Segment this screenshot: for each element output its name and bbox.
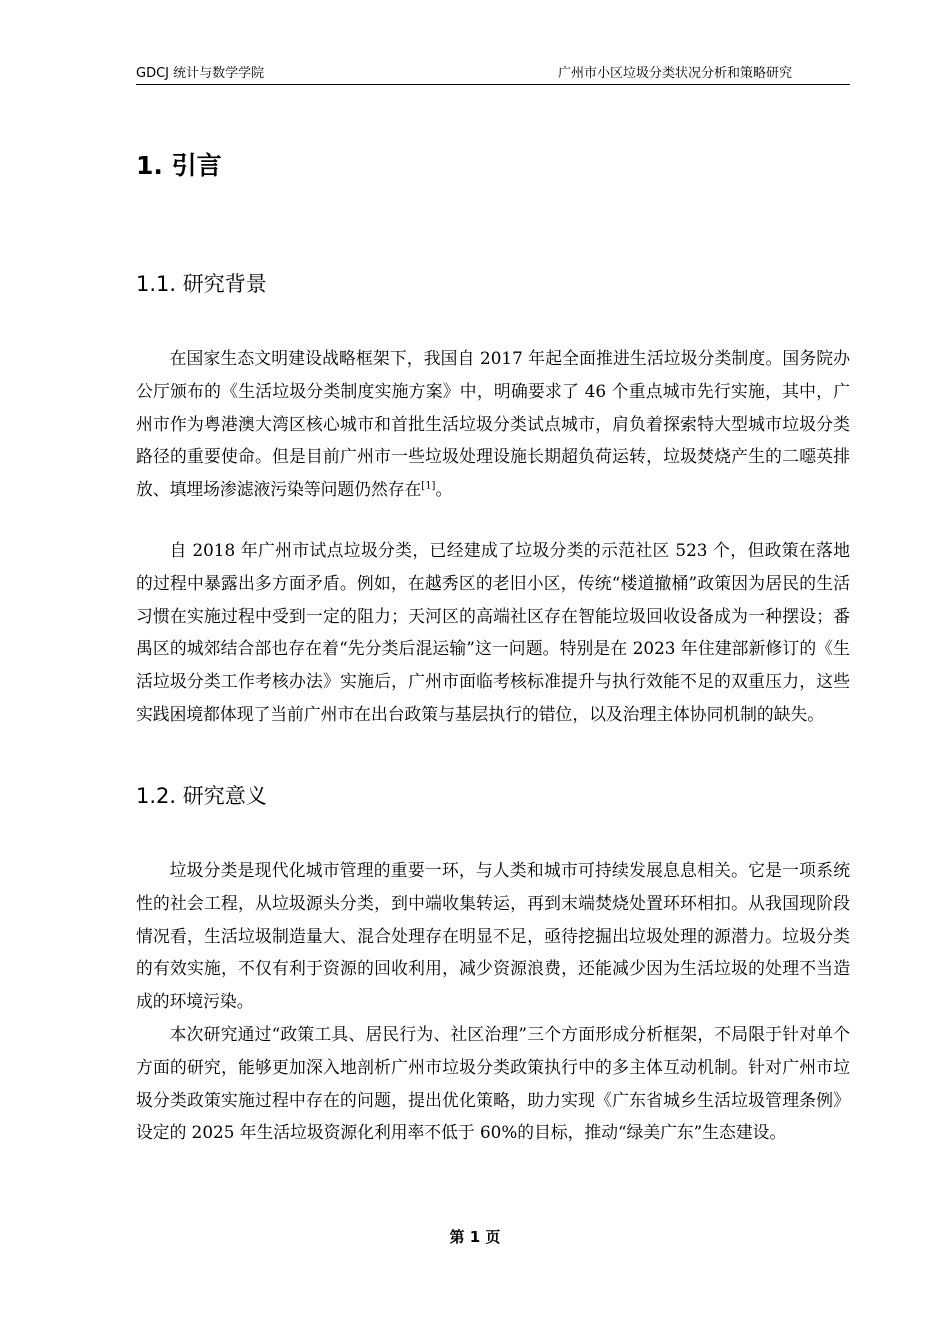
significance-paragraph-2: 本次研究通过“政策工具、居民行为、社区治理”三个方面形成分析框架，不局限于针对单个方面的研究，能够更加深入地剖析广州市垃圾分类政策执行中的多主体互动机制。针对广州市垃圾分类政策实施过程中存在的问题，提出优化策略，助力实现《广东省城乡生活垃圾管理条例》设定的 2025 年生活垃圾资源化利用率不低于 60%的目标，推动“绿美广东”生态建设。 — [136, 1024, 850, 1143]
background-paragraph-1-text: 在国家生态文明建设战略框架下，我国自 2017 年起全面推进生活垃圾分类制度。国务院办公厅颁布的《生活垃圾分类制度实施方案》中，明确要求了 46 个重点城市先行实施，其中，广州市作为粤港澳大湾区核心城市和首批生活垃圾分类试点城市，肩负着探索特大型城市垃圾分类路径的重要使命。但是目前广州市一些垃圾处理设施长期超负荷运转，垃圾焚烧产生的二噁英排放、填埋场渗滤液污染等问题仍然存在 — [136, 348, 850, 500]
chapter-heading: 1. 引言 — [136, 151, 222, 180]
header-document-title: 广州市小区垃圾分类状况分析和策略研究 — [557, 66, 792, 81]
page-header — [136, 64, 850, 85]
background-paragraph-1-end: 。 — [435, 479, 453, 500]
section-heading-significance: 1.2. 研究意义 — [136, 784, 267, 808]
page-number: 第 1 页 — [449, 1228, 501, 1246]
header-school-name: GDCJ 统计与数学学院 — [136, 66, 265, 81]
background-paragraph-2: 自 2018 年广州市试点垃圾分类，已经建成了垃圾分类的示范社区 523 个，但政策在落地的过程中暴露出多方面矛盾。例如，在越秀区的老旧小区，传统“楼道撤桶”政策因为居民的生活习惯在实施过程中受到一定的阻力；天河区的高端社区存在智能垃圾回收设备成为一种摆设；番禺区的城郊结合部也存在着“先分类后混运输”这一问题。特别是在 2023 年住建部新修订的《生活垃圾分类工作考核办法》实施后，广州市面临考核标准提升与执行效能不足的双重压力，这些实践困境都体现了当前广州市在出台政策与基层执行的错位，以及治理主体协同机制的缺失。 — [136, 540, 850, 724]
significance-paragraph-1: 垃圾分类是现代化城市管理的重要一环，与人类和城市可持续发展息息相关。它是一项系统性的社会工程，从垃圾源头分类，到中端收集转运，再到末端焚烧处置环环相扣。从我国现阶段情况看，生活垃圾制造量大、混合处理存在明显不足，亟待挖掘出垃圾处理的源潜力。垃圾分类的有效实施，不仅有利于资源的回收利用，减少资源浪费，还能减少因为生活垃圾的处理不当造成的环境污染。 — [136, 860, 850, 1012]
citation-ref-1[interactable]: [1] — [421, 480, 436, 492]
section-heading-background: 1.1. 研究背景 — [136, 272, 267, 296]
background-paragraph-1 — [136, 342, 850, 506]
